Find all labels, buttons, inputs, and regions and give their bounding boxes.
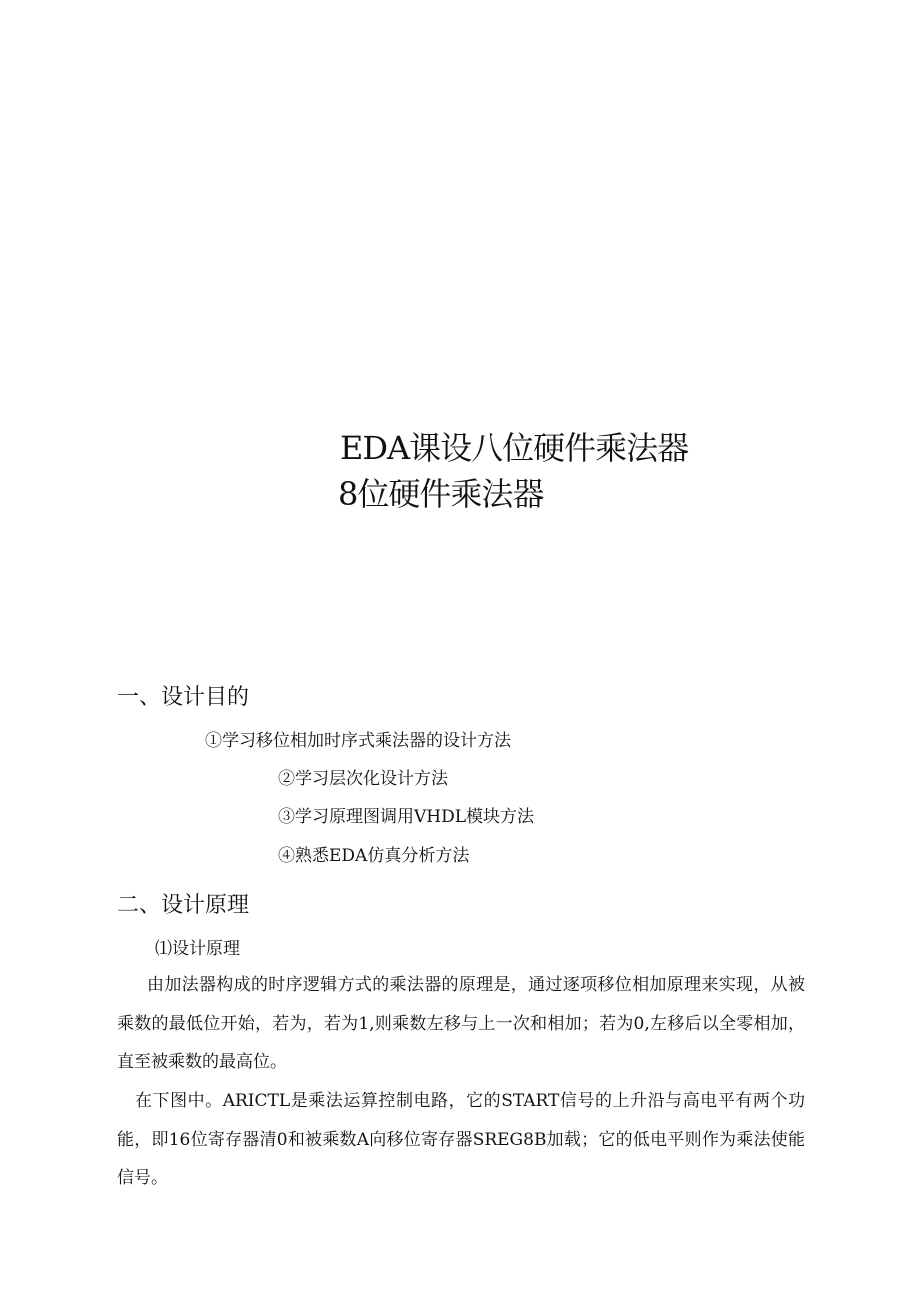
principle-paragraph-2: 在下图中。ARICTL是乘法运算控制电路，它的START信号的上升沿与高电平有两个功能，即16位寄存器清0和被乘数A向移位寄存器SREG8B加载；它的低电平则作为乘法使能信号。 [117, 1091, 805, 1188]
principle-subheading: ⑴设计原理 [155, 939, 240, 959]
section-heading-principle: 二、设计原理 [117, 893, 250, 918]
document-subtitle: 8位硬件乘法器 [338, 475, 544, 513]
purpose-item-3: ③学习原理图调用VHDL模块方法 [278, 807, 535, 827]
document-title: EDA课设八位硬件乘法器 [340, 429, 689, 467]
purpose-item-4: ④熟悉EDA仿真分析方法 [278, 846, 470, 866]
principle-paragraph-1: 由加法器构成的时序逻辑方式的乘法器的原理是，通过逐项移位相加原理来实现，从被乘数的最低位开始，若为，若为1,则乘数左移与上一次和相加；若为0,左移后以全零相加，直至被乘数的最高位。 [117, 975, 805, 1072]
section-heading-purpose: 一、设计目的 [117, 685, 250, 710]
purpose-item-1: ①学习移位相加时序式乘法器的设计方法 [205, 731, 511, 751]
purpose-item-2: ②学习层次化设计方法 [278, 769, 448, 789]
